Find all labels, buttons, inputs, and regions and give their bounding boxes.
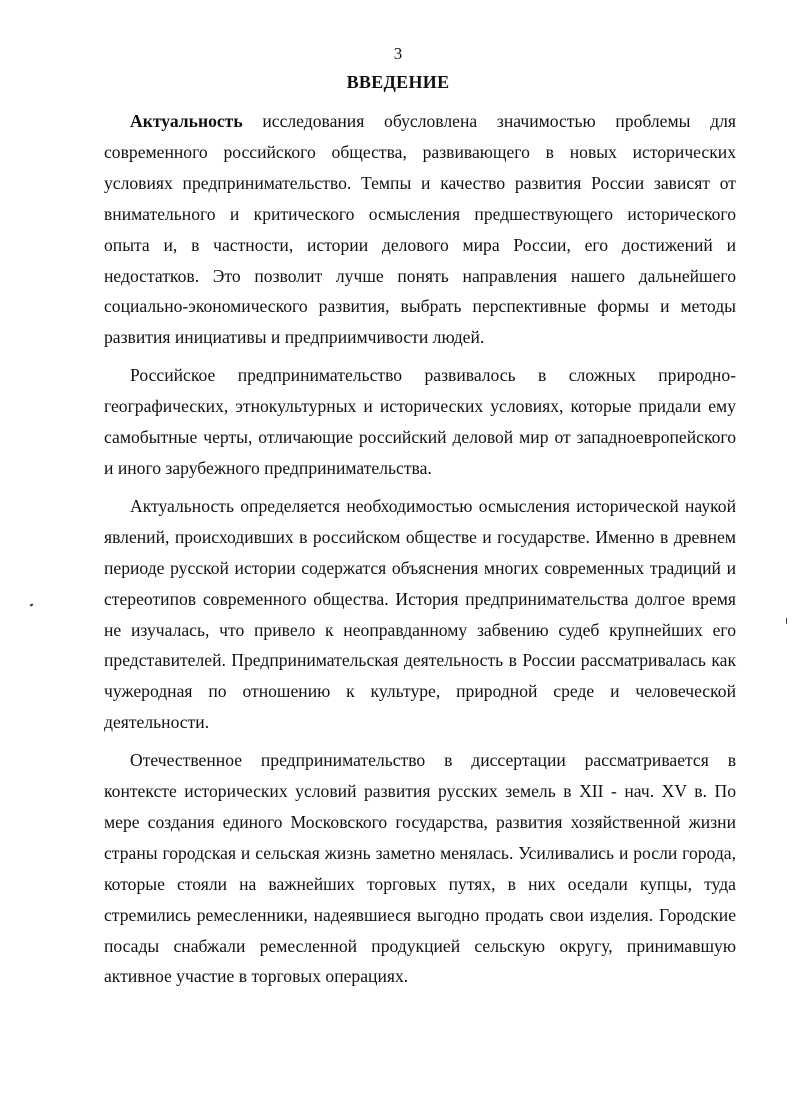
- body-text: [104, 106, 736, 999]
- paragraph-lead-term: Актуальность: [130, 111, 243, 131]
- paragraph-russian-entrepreneurship: Российское предпринимательство развивалось в сложных природно-географических, этнокультурных и исторических условиях, которые придали ему самобытные черты, отличающие российский деловой мир от западноевропейского и иного зарубежного предпринимательства.: [104, 365, 736, 478]
- page-number: 3: [393, 44, 403, 63]
- paragraph-text: исследования обусловлена значимостью проблемы для современного российского общества, развивающего в новых исторических условиях предпринимательство. Темпы и качество развития России зависят от внимательного и критического осмысления предшествующего исторического опыта и, в частности, истории делового мира России, его достижений и недостатков. Это позволит лучше понять направления нашего дальнейшего социально-экономического развития, выбрать перспективные формы и методы развития инициативы и предприимчивости людей.: [104, 111, 736, 348]
- paragraph-domestic-entrepreneurship: Отечественное предпринимательство в диссертации рассматривается в контексте исторических условий развития русских земель в XII - нач. XV в. По мере создания единого Московского государства, развития хозяйственной жизни страны городская и сельская жизнь заметно менялась. Усиливались и росли города, которые стояли на важнейших торговых путях, в них оседали купцы, туда стремились ремесленники, надеявшиеся выгодно продать свои изделия. Городские посады снабжали ремесленной продукцией сельскую округу, принимавшую активное участие в торговых операциях.: [104, 750, 736, 987]
- paragraph-historical-science: Актуальность определяется необходимостью осмысления исторической наукой явлений, происходивших в российском обществе и государстве. Именно в древнем периоде русской истории содержатся объяснения многих современных традиций и стереотипов современного общества. История предпринимательства долгое время не изучалась, что привело к неоправданному забвению судеб крупнейших его представителей. Предпринимательская деятельность в России рассматривалась как чужеродная по отношению к культуре, природной среде и человеческой деятельности.: [104, 495, 736, 733]
- section-heading: ВВЕДЕНИЕ: [346, 72, 450, 92]
- paragraph-relevance: [104, 106, 736, 353]
- scan-mark: [30, 603, 34, 606]
- scan-mark: [786, 618, 787, 624]
